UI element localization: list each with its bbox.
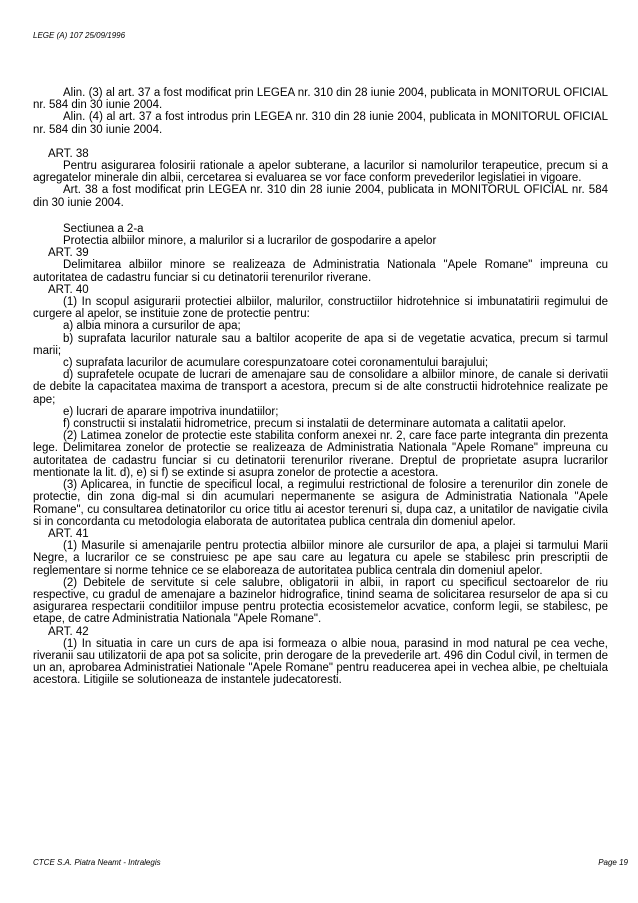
paragraph: a) albia minora a cursurilor de apa; — [63, 320, 241, 333]
paragraph: (2) Latimea zonelor de protectie este stabilita conform anexei nr. 2, care face parte integranta din prezenta lege. Delimitarea zonelor de protectie se realizeaza de Administratia Nationala "Apele Romane" impreuna cu autoritatea de cadastru funciar si cu detinatorii terenurilor riverane. Dreptul de proprietate asupra lucrarilor mentionate la lit. d), e) si f) se extinde si asupra zonelor de protectie a acestora. — [33, 430, 608, 479]
footer-page-number: Page 19 — [598, 858, 628, 867]
paragraph: Pentru asigurarea folosirii rationale a apelor subterane, a lacurilor si namolurilor terapeutice, precum si a agregatelor minerale din albii, cercetarea si evaluarea se vor face conform prevederilor legislatiei in vigoare. — [33, 160, 608, 185]
article-heading: ART. 39 — [48, 247, 89, 260]
spacer — [33, 136, 608, 148]
article-heading: ART. 40 — [48, 283, 89, 296]
document-body — [33, 87, 608, 687]
paragraph: Art. 38 a fost modificat prin LEGEA nr. 310 din 28 iunie 2004, publicata in MONITORUL OFICIAL nr. 584 din 30 iunie 2004. — [33, 184, 608, 209]
paragraph: b) suprafata lacurilor naturale sau a baltilor acoperite de apa si de vegetatie acvatica, precum si tarmul marii; — [33, 332, 608, 357]
paragraph: Alin. (3) al art. 37 a fost modificat prin LEGEA nr. 310 din 28 iunie 2004, publicata in MONITORUL OFICIAL nr. 584 din 30 iunie 2004. — [33, 87, 608, 112]
paragraph: (3) Aplicarea, in functie de specificul local, a regimului restrictional de folosire a terenurilor din zonele de protectie, din zona dig-mal si din acumulari nepermanente se asigura de Administratia Nationala "Apele Romane", cu consultarea detinatorilor cu orice titlu ai acestor terenuri si, dupa caz, a unitatilor de navigatie civila si in concordanta cu metodologia elaborata de autoritatea publica centrala din domeniul apelor. — [33, 479, 608, 528]
paragraph: d) suprafetele ocupate de lucrari de amenajare sau de consolidare a albiilor minore, de canale si derivatii de debite la capacitatea maxima de transport a acestora, precum si de alte constructii hidrotehnice realizate pe ape; — [33, 369, 608, 406]
paragraph: f) constructii si instalatii hidrometrice, precum si instalatii de determinare automata a calitatii apelor. — [63, 418, 567, 431]
page-header: LEGE (A) 107 25/09/1996 — [33, 31, 126, 40]
paragraph: e) lucrari de aparare impotriva inundatiilor; — [63, 405, 279, 418]
article-heading: ART. 41 — [48, 527, 89, 540]
footer-publisher: CTCE S.A. Piatra Neamt - Intralegis — [33, 858, 161, 867]
paragraph: (1) In scopul asigurarii protectiei albiilor, malurilor, constructiilor hidrotehnice si imbunatatirii regimului de curgere al apelor, se instituie zone de protectie pentru: — [33, 296, 608, 321]
paragraph: Sectiunea a 2-a — [63, 222, 144, 235]
paragraph: (1) Masurile si amenajarile pentru protectia albiilor minore ale cursurilor de apa, a plajei si tarmului Marii Negre, a lucrarilor ce se construiesc pe ape sau care au legatura cu apele se stabilesc prin prescriptii de reglementare si norme tehnice ce se elaboreaza de autoritatea publica centrala din domeniul apelor. — [33, 540, 608, 577]
paragraph: c) suprafata lacurilor de acumulare corespunzatoare cotei coronamentului barajului; — [63, 357, 489, 370]
paragraph: Protectia albiilor minore, a malurilor si a lucrarilor de gospodarire a apelor — [63, 235, 437, 248]
article-heading: ART. 38 — [48, 147, 89, 160]
spacer — [33, 209, 608, 223]
article-heading: ART. 42 — [48, 625, 89, 638]
paragraph: (1) In situatia in care un curs de apa isi formeaza o albie noua, parasind in mod natural pe cea veche, riveranii sau utilizatorii de apa pot sa solicite, prin derogare de la prevederile art. 496 din Codul civil, in termen de un an, aprobarea Administratiei Nationale "Apele Romane" pentru readucerea apei in vechea albie, pe cheltuiala acestora. Litigiile se solutioneaza de instantele judecatoresti. — [33, 637, 608, 687]
paragraph: Alin. (4) al art. 37 a fost introdus prin LEGEA nr. 310 din 28 iunie 2004, publicata in MONITORUL OFICIAL nr. 584 din 30 iunie 2004. — [33, 111, 608, 136]
paragraph: (2) Debitele de servitute si cele salubre, obligatorii in albii, in raport cu specificul sectoarelor de riu respective, cu gradul de amenajare a bazinelor hidrografice, tinind seama de solicitarea resurselor de apa si cu asigurarea respectarii conditiilor impuse pentru protectia ecosistemelor acvatice, conform legii, se stabilesc, pe etape, de catre Administratia Nationala "Apele Romane". — [33, 576, 608, 626]
paragraph: Delimitarea albiilor minore se realizeaza de Administratia Nationala "Apele Romane" impreuna cu autoritatea de cadastru funciar si cu detinatorii terenurilor riverane. — [33, 259, 608, 284]
